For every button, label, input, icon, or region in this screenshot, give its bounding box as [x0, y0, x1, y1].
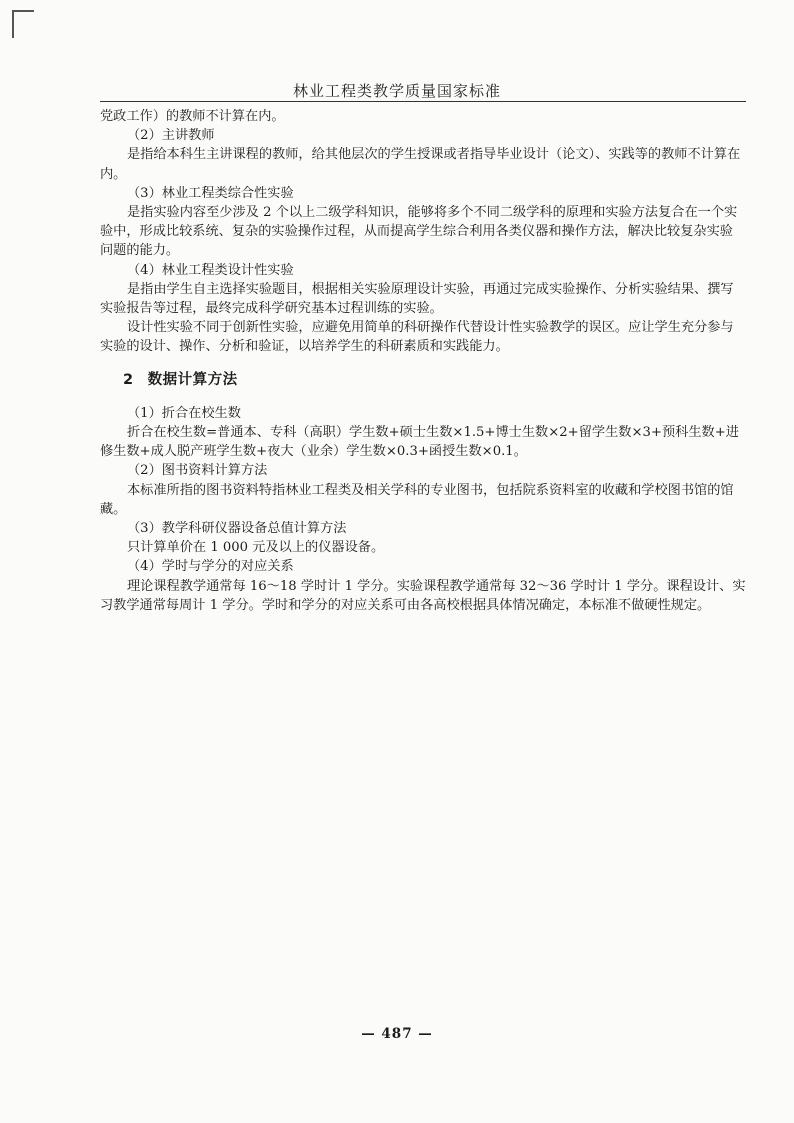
- paragraph: 理论课程教学通常每 16～18 学时计 1 学分。实验课程教学通常每 32～36 学时计 1 学分。课程设计、实习教学通常每周计 1 学分。学时和学分的对应关系可由各高校根据具体情况确定，本标准不做硬性规定。: [100, 578, 746, 613]
- item-heading: （3）林业工程类综合性实验: [127, 185, 294, 201]
- paragraph: 设计性实验不同于创新性实验，应避免用简单的科研操作代替设计性实验教学的误区。应让学生充分参与实验的设计、操作、分析和验证，以培养学生的科研素质和实践能力。: [100, 320, 734, 355]
- item-heading: （2）主讲教师: [127, 128, 215, 144]
- page-content: [100, 107, 746, 615]
- paragraph: 是指实验内容至少涉及 2 个以上二级学科知识，能够将多个不同二级学科的原理和实验方法复合在一个实验中，形成比较系统、复杂的实验操作过程，从而提高学生综合利用各类仪器和操作方法，解决比较复杂实验问题的能力。: [100, 205, 738, 259]
- paragraph: 本标准所指的图书资料特指林业工程类及相关学科的专业图书，包括院系资料室的收藏和学校图书馆的馆藏。: [100, 482, 734, 517]
- scan-edge-mark: [12, 10, 14, 38]
- item-heading: （2）图书资料计算方法: [127, 463, 268, 479]
- section-heading: [100, 371, 746, 390]
- section-number: 2: [123, 371, 134, 388]
- item-heading: （4）学时与学分的对应关系: [127, 559, 294, 575]
- paragraph: 只计算单价在 1 000 元及以上的仪器设备。: [127, 540, 385, 556]
- paragraph: 党政工作）的教师不计算在内。: [100, 109, 285, 124]
- header-rule: [100, 101, 746, 102]
- paragraph: 折合在校生数=普通本、专科（高职）学生数+硕士生数×1.5+博士生数×2+留学生数×3+预科生数+进修生数+成人脱产班学生数+夜大（业余）学生数×0.3+函授生数×0.1。: [100, 425, 739, 460]
- scan-edge-mark: [12, 10, 34, 12]
- running-header-title: 林业工程类教学质量国家标准: [292, 82, 501, 100]
- section-title: 数据计算方法: [147, 371, 238, 388]
- item-heading: （3）教学科研仪器设备总值计算方法: [127, 521, 347, 537]
- item-heading: （1）折合在校生数: [127, 405, 241, 421]
- paragraph: 是指由学生自主选择实验题目，根据相关实验原理设计实验，再通过完成实验操作、分析实验结果、撰写实验报告等过程，最终完成科学研究基本过程训练的实验。: [100, 281, 734, 317]
- page-number: — 487 —: [361, 1026, 433, 1042]
- paragraph: 是指给本科生主讲课程的教师，给其他层次的学生授课或者指导毕业设计（论文）、实践等的教师不计算在内。: [100, 147, 741, 182]
- item-heading: （4）林业工程类设计性实验: [127, 262, 294, 278]
